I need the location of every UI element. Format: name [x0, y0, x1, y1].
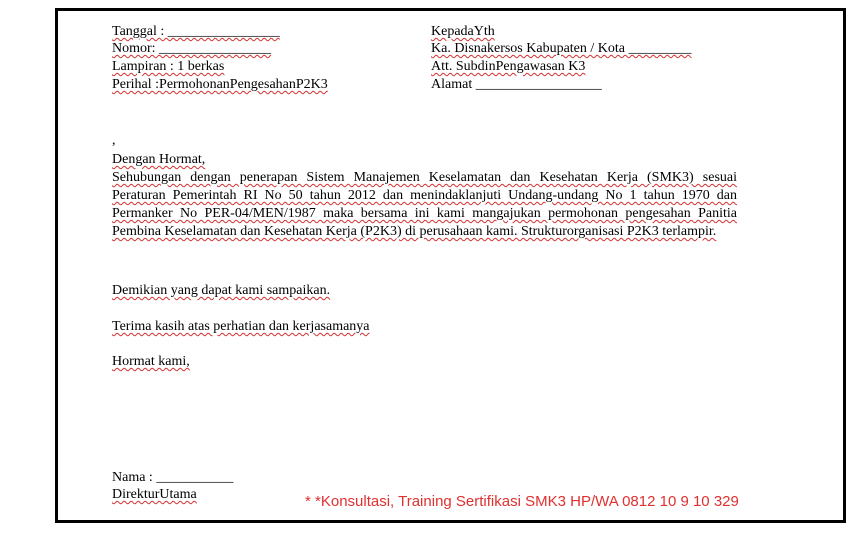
instansi-line: Ka. Disnakersos Kabupaten / Kota _________	[431, 41, 692, 56]
att-line: Att. SubdinPengawasan K3	[431, 59, 586, 74]
closing-line-3: Hormat kami,	[112, 354, 190, 369]
nomor-line: Nomor: ________________	[112, 41, 272, 56]
kepada-line: KepadaYth	[431, 24, 495, 39]
lampiran-line: Lampiran : 1 berkas	[112, 59, 225, 74]
body-paragraph: Sehubungan dengan penerapan Sistem Manajemen Keselamatan dan Kesehatan Kerja (SMK3) sesuai Peraturan Pemerintah RI No 50 tahun 2012 dan menindaklanjuti Undang-undang No 1 tahun 1970 dan Permanker No PER-04/MEN/1987 maka bersama ini kami mangajukan permohonan pengesahan Panitia Pembina Keselamatan dan Kesehatan Kerja (P2K3) di perusahaan kami. Strukturorganisasi P2K3 terlampir.	[112, 170, 737, 239]
letter-body	[112, 169, 737, 241]
tanggal-line: Tanggal : ________________	[112, 24, 280, 39]
closing-line-1: Demikian yang dapat kami sampaikan.	[112, 283, 331, 298]
promo-text: * *Konsultasi, Training Sertifikasi SMK3 HP/WA 0812 10 9 10 329	[305, 493, 739, 510]
salutation: Dengan Hormat,	[112, 152, 206, 167]
signature-name: Nama : ___________	[112, 470, 234, 485]
closing-line-2: Terima kasih atas perhatian dan kerjasamanya	[112, 319, 370, 334]
signature-title: DirekturUtama	[112, 487, 197, 502]
alamat-line: Alamat __________________	[431, 77, 602, 92]
perihal-line: Perihal :PermohonanPengesahanP2K3	[112, 77, 328, 92]
comma-mark: ,	[112, 133, 116, 148]
